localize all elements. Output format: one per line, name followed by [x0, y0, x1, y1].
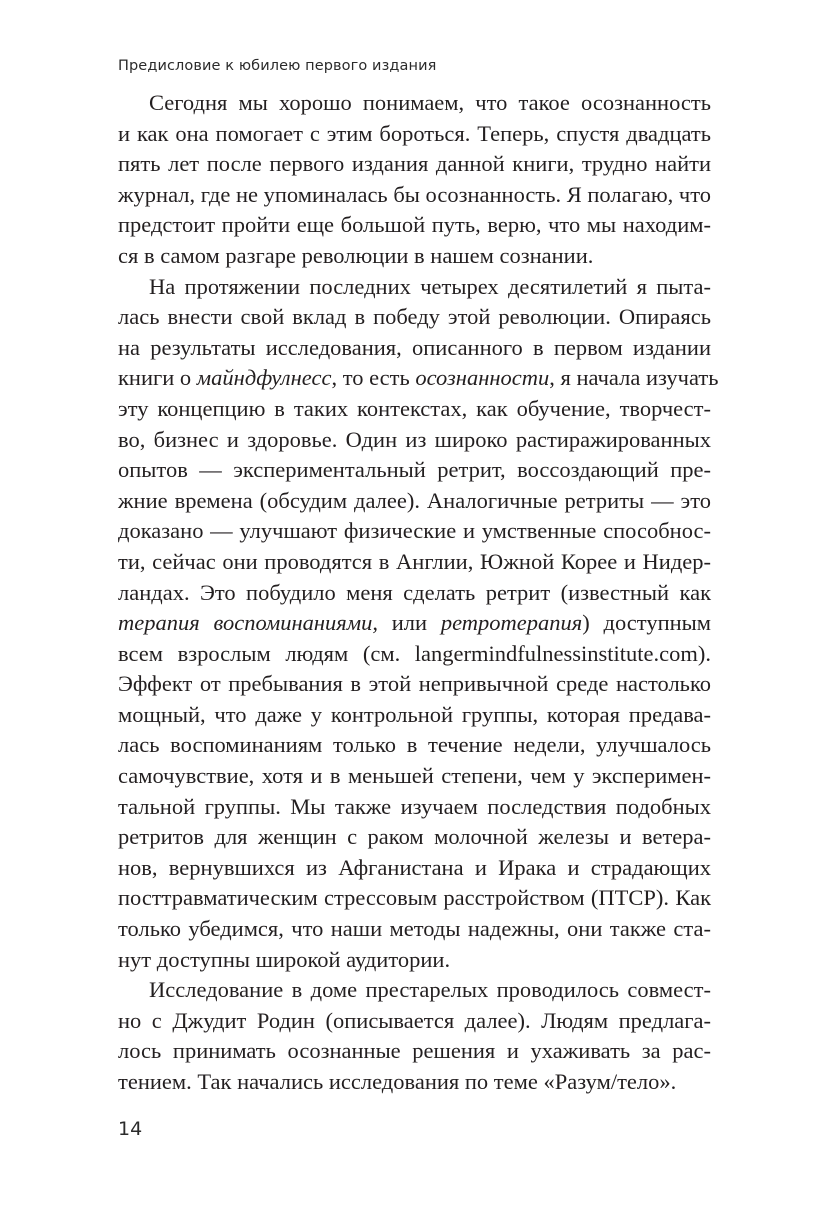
- page-body: [118, 88, 719, 1098]
- text-segment: но с Джудит Родин (описывается далее). Людям предлага-: [118, 1007, 711, 1033]
- text-line: [118, 425, 711, 456]
- text-line: [118, 975, 711, 1006]
- text-segment: Эффект от пребывания в этой непривычной среде настолько: [118, 671, 711, 697]
- text-line: [118, 792, 711, 823]
- text-segment: книги о: [118, 365, 197, 391]
- italic-text: осознанности: [415, 365, 550, 391]
- text-segment: нут доступны широкой аудитории.: [118, 946, 451, 972]
- text-line: [118, 822, 711, 853]
- text-segment: ретритов для женщин с раком молочной железы и ветера-: [118, 824, 711, 850]
- text-line: [118, 853, 711, 884]
- text-segment: только убедимся, что наши методы надежны, они также ста-: [118, 916, 711, 942]
- text-segment: предстоит пройти еще большой путь, верю, что мы находим-: [118, 212, 711, 238]
- text-segment: тальной группы. Мы также изучаем последствия подобных: [118, 793, 711, 819]
- text-segment: или: [377, 610, 441, 636]
- italic-text: майндфулнесс: [196, 365, 332, 391]
- paragraph: [118, 88, 711, 272]
- text-segment: самочувствие, хотя и в меньшей степени, чем у эксперимен-: [118, 763, 711, 789]
- text-line: [118, 914, 711, 945]
- text-line: [118, 730, 711, 761]
- text-segment: посттравматическим стрессовым расстройством (ПТСР). Как: [118, 885, 711, 911]
- text-segment: ти, сейчас они проводятся в Англии, Южной Корее и Нидер-: [118, 548, 711, 574]
- text-segment: , то есть: [331, 365, 416, 391]
- text-segment: лась внести свой вклад в победу этой революции. Опираясь: [118, 304, 711, 330]
- text-line: [118, 394, 711, 425]
- text-segment: Сегодня мы хорошо понимаем, что такое осознанность: [149, 90, 711, 115]
- text-segment: лось принимать осознанные решения и ухаживать за рас-: [118, 1038, 711, 1064]
- text-segment: во, бизнес и здоровье. Один из широко растиражированных: [118, 426, 711, 452]
- text-line: [118, 761, 711, 792]
- text-line: [118, 669, 711, 700]
- text-segment: пять лет после первого издания данной книги, трудно найти: [118, 151, 711, 177]
- page-number: 14: [118, 1118, 143, 1140]
- text-line: [118, 883, 711, 914]
- text-line: [118, 578, 711, 609]
- text-line: [118, 639, 711, 670]
- running-header: Предисловие к юбилею первого издания: [118, 58, 437, 74]
- text-line: [118, 210, 711, 241]
- text-line: [118, 88, 711, 119]
- text-line: [118, 486, 711, 517]
- text-segment: нов, вернувшихся из Афганистана и Ирака и страдающих: [118, 854, 711, 880]
- text-segment: ) доступным: [582, 610, 711, 636]
- text-line: [118, 516, 711, 547]
- text-segment: доказано — улучшают физические и умственные способнос-: [118, 518, 711, 544]
- text-line: [118, 180, 711, 211]
- text-line: [118, 241, 711, 272]
- text-line: [118, 333, 711, 364]
- text-segment: на результаты исследования, описанного в первом издании: [118, 334, 711, 360]
- text-segment: ландах. Это побудило меня сделать ретрит (известный как: [118, 579, 711, 605]
- text-segment: лась воспоминаниям только в течение недели, улучшалось: [118, 732, 711, 758]
- italic-text: ретротерапия: [440, 610, 583, 636]
- text-line: [118, 608, 711, 639]
- text-line: [118, 119, 711, 150]
- text-segment: журнал, где не упоминалась бы осознанность. Я полагаю, что: [118, 181, 711, 207]
- text-segment: эту концепцию в таких контекстах, как обучение, творчест-: [118, 395, 711, 421]
- text-segment: Исследование в доме престарелых проводилось совмест-: [149, 977, 711, 1003]
- text-line: [118, 149, 711, 180]
- text-line: [118, 272, 711, 303]
- italic-text: терапия воспоминаниями,: [118, 610, 378, 636]
- text-segment: жние времена (обсудим далее). Аналогичные ретриты — это: [118, 487, 711, 513]
- text-line: [118, 945, 711, 976]
- paragraph: [118, 975, 711, 1097]
- text-segment: опытов — экспериментальный ретрит, воссоздающий пре-: [118, 457, 711, 483]
- text-line: [118, 1067, 711, 1098]
- text-line: [118, 1036, 711, 1067]
- text-segment: , я начала изучать: [549, 365, 719, 391]
- text-segment: мощный, что даже у контрольной группы, которая предава-: [118, 701, 711, 727]
- text-line: [118, 1006, 711, 1037]
- text-line: [118, 455, 711, 486]
- text-line: [118, 700, 711, 731]
- text-segment: тением. Так начались исследования по теме «Разум/тело».: [118, 1069, 677, 1094]
- text-line: [118, 547, 711, 578]
- text-segment: На протяжении последних четырех десятилетий я пыта-: [149, 273, 711, 299]
- text-segment: и как она помогает с этим бороться. Теперь, спустя двадцать: [118, 120, 711, 146]
- text-segment: ся в самом разгаре революции в нашем сознании.: [118, 242, 594, 268]
- text-segment: всем взрослым людям (см. langermindfulnessinstitute.com).: [118, 640, 711, 666]
- paragraph: [118, 272, 719, 976]
- text-line: [118, 302, 711, 333]
- text-line: [118, 363, 719, 394]
